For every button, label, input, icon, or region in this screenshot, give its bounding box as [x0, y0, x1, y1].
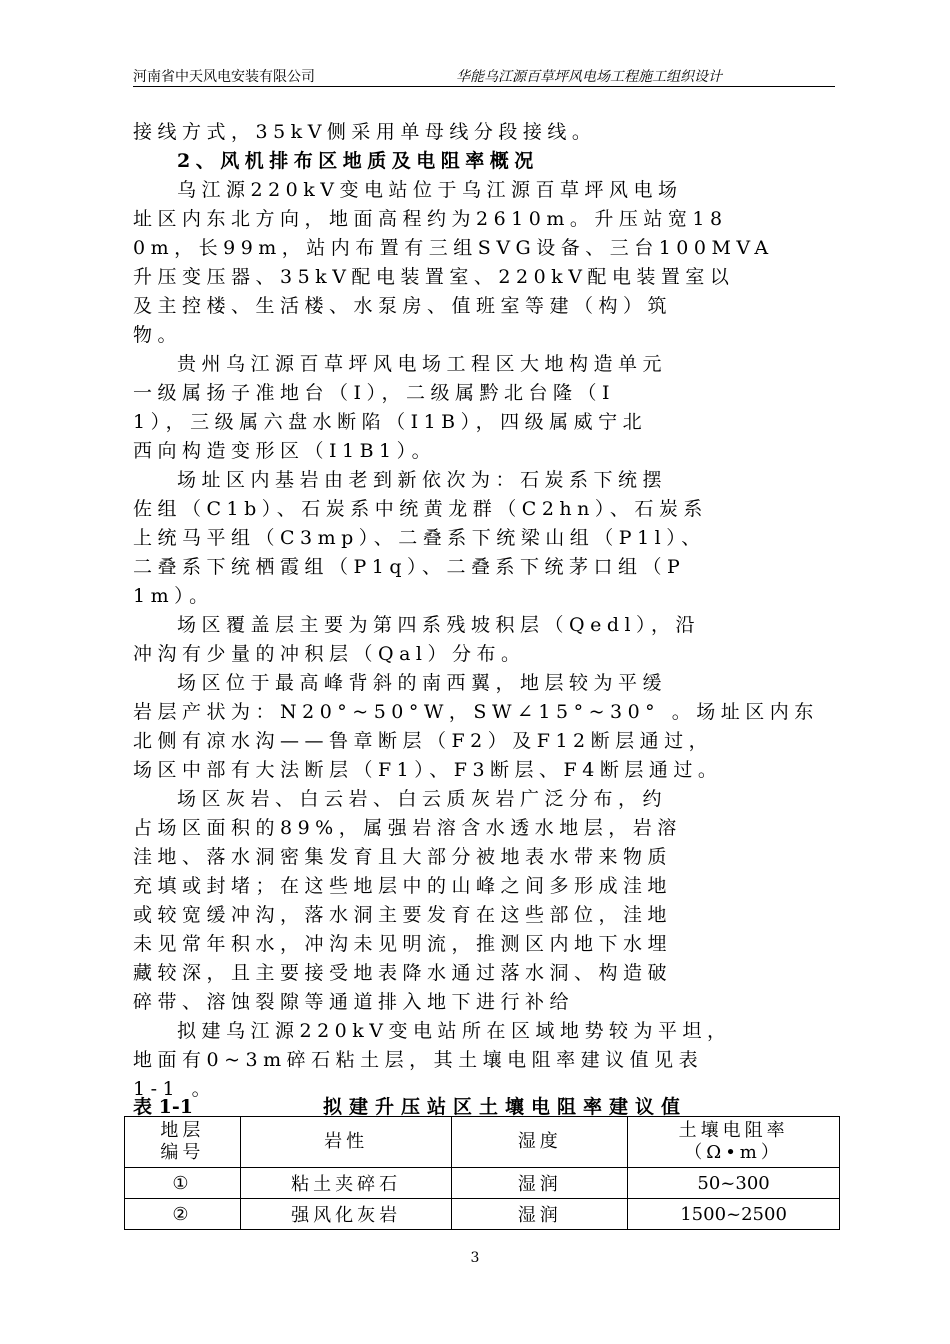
text-line: 未见常年积水，冲沟未见明流，推测区内地下水埋: [133, 933, 673, 955]
text-line: 西向构造变形区（Ⅰ1B1）。: [133, 440, 437, 462]
cell-resistivity: 1500~2500: [628, 1199, 840, 1230]
text-line: 北侧有凉水沟——鲁章断层（F2）及F12断层通过，: [133, 730, 714, 752]
text-line: 物。: [133, 324, 183, 346]
table-header-row: [125, 1117, 840, 1168]
text-line: 1），三级属六盘水断陷（Ⅰ1B），四级属威宁北: [133, 411, 648, 433]
header-layer-no-line2: 编号: [160, 1142, 205, 1163]
text-line: 岩层产状为：N20°~50°W，SW∠15°~30° 。场址区内东: [133, 701, 819, 723]
text-line: 拟建乌江源220kV变电站所在区域地势较为平坦，: [177, 1020, 732, 1042]
cell-rock: 粘土夹碎石: [240, 1168, 452, 1199]
table-row: [125, 1199, 840, 1230]
text-line: 场址区内基岩由老到新依次为：石炭系下统摆: [177, 469, 668, 491]
cell-no: ②: [125, 1199, 241, 1230]
section-heading: 2、风机排布区地质及电阻率概况: [177, 150, 539, 172]
text-line: 场区位于最高峰背斜的南西翼，地层较为平缓: [177, 672, 668, 694]
cell-rock: 强风化灰岩: [240, 1199, 452, 1230]
text-line: 一级属扬子准地台（Ⅰ），二级属黔北台隆（Ⅰ: [133, 382, 616, 404]
text-line: 洼地、落水洞密集发育且大部分被地表水带来物质: [133, 846, 673, 868]
cell-humidity: 湿润: [452, 1168, 628, 1199]
table-label: 表 1-1: [133, 1096, 193, 1118]
header-resistivity-line1: 土壤电阻率: [678, 1120, 789, 1141]
cell-resistivity: 50~300: [628, 1168, 840, 1199]
cell-humidity: 湿润: [452, 1199, 628, 1230]
cell-no: ①: [125, 1168, 241, 1199]
text-line: 1-1 。: [133, 1078, 217, 1100]
text-line: 0m，长99m，站内布置有三组SVG设备、三台100MVA: [133, 237, 774, 259]
header-resistivity-line2: （Ω•m）: [684, 1142, 783, 1163]
text-line: 址区内东北方向，地面高程约为2610m。升压站宽18: [133, 208, 728, 230]
page-number: 3: [470, 1250, 480, 1266]
text-line: 上统马平组（C3mp）、二叠系下统梁山组（P1l）、: [133, 527, 706, 549]
text-line: 碎带、溶蚀裂隙等通道排入地下进行补给: [133, 991, 575, 1013]
text-line: 充填或封堵；在这些地层中的山峰之间多形成洼地: [133, 875, 673, 897]
text-line: 占场区面积的89%，属强岩溶含水透水地层，岩溶: [133, 817, 682, 839]
header-rock: 岩性: [240, 1117, 452, 1168]
text-line: 场区灰岩、白云岩、白云质灰岩广泛分布，约: [177, 788, 668, 810]
table-row: [125, 1168, 840, 1199]
text-line: 贵州乌江源百草坪风电场工程区大地构造单元: [177, 353, 668, 375]
text-line: 接线方式，35kV侧采用单母线分段接线。: [133, 121, 597, 143]
header-doc-title: 华能乌江源百草坪风电场工程施工组织设计: [456, 69, 722, 85]
text-line: 1m）。: [133, 585, 214, 607]
text-line: 场区覆盖层主要为第四系残坡积层（Qedl），沿: [177, 614, 701, 636]
page-header: [133, 64, 835, 87]
text-line: 地面有0~3m碎石粘土层，其土壤电阻率建议值见表: [133, 1049, 704, 1071]
text-line: 藏较深，且主要接受地表降水通过落水洞、构造破: [133, 962, 673, 984]
table-title: 拟建升压站区土壤电阻率建议值: [323, 1096, 688, 1118]
header-resistivity: [628, 1117, 840, 1168]
header-layer-no-line1: 地层: [160, 1120, 205, 1141]
soil-resistivity-table: [124, 1116, 840, 1230]
text-line: 或较宽缓冲沟，落水洞主要发育在这些部位，洼地: [133, 904, 673, 926]
header-humidity: 湿度: [452, 1117, 628, 1168]
text-line: 场区中部有大法断层（F1）、F3断层、F4断层通过。: [133, 759, 723, 781]
header-company: 河南省中天风电安装有限公司: [133, 69, 315, 85]
text-line: 及主控楼、生活楼、水泵房、值班室等建（构）筑: [133, 295, 673, 317]
text-line: 升压变压器、35kV配电装置室、220kV配电装置室以: [133, 266, 735, 288]
header-layer-no: [125, 1117, 241, 1168]
text-line: 冲沟有少量的冲积层（Qal）分布。: [133, 643, 526, 665]
text-line: 二叠系下统栖霞组（P1q）、二叠系下统茅口组（P: [133, 556, 686, 578]
text-line: 佐组（C1b）、石炭系中统黄龙群（C2hn）、石炭系: [133, 498, 708, 520]
body-text: [133, 118, 835, 1104]
text-line: 乌江源220kV变电站位于乌江源百草坪风电场: [177, 179, 683, 201]
table-caption: [133, 1092, 835, 1118]
